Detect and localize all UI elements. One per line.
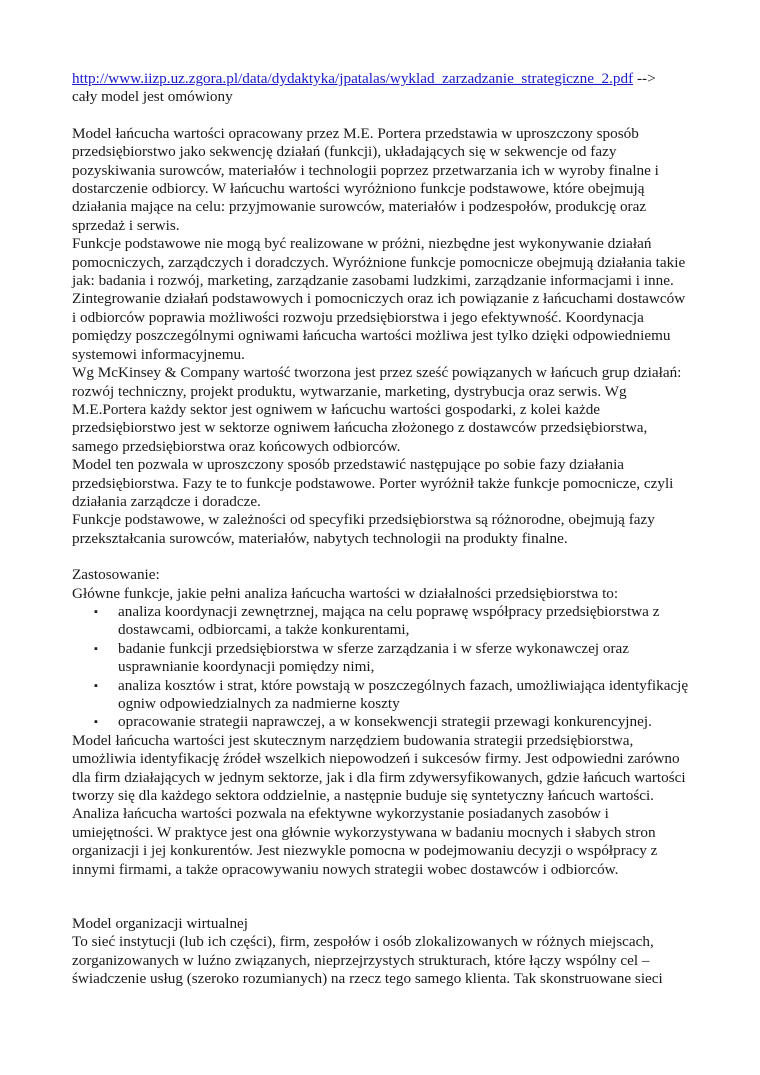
- application-bullet-list: [72, 603, 692, 732]
- virtual-paragraph: To sieć instytucji (lub ich części), firm, zespołów i osób zlokalizowanych w różnych miejscach, zorganizowanych w luźno związanych, nieprzejrzystych strukturach, które łączy wspólny cel –świadczenie usług (szeroko rozumianych) na rzecz tego samego klienta. Tak skonstruowane sieci: [72, 933, 663, 988]
- source-link[interactable]: http://www.iizp.uz.zgora.pl/data/dydaktyka/jpatalas/wyklad_zarzadzanie_strategiczne_2.pdf: [72, 70, 634, 87]
- application-paragraph-2: Analiza łańcucha wartości pozwala na efektywne wykorzystanie posiadanych zasobów i umiejętności. W praktyce jest ona głównie wykorzystywana w badaniu mocnych i słabych stron organizacji i jej konkurentów. Jest niezwykle pomocna w podejmowaniu decyzji o współpracy z innymi firmami, a także opracowywaniu nowych strategii wobec dostawców i odbiorców.: [72, 805, 658, 878]
- source-arrow: -->: [633, 70, 656, 87]
- list-item: ▪ analiza kosztów i strat, które powstają w poszczególnych fazach, umożliwiająca identyfikację ogniw odpowiedzialnych za nadmierne koszty: [72, 677, 692, 714]
- virtual-heading: Model organizacji wirtualnej: [72, 915, 249, 933]
- list-item: ▪ badanie funkcji przedsiębiorstwa w sferze zarządzania i w sferze wykonawczej oraz usprawnianie koordynacji pomiędzy nimi,: [72, 640, 692, 677]
- intro-paragraph-1: Model łańcucha wartości opracowany przez M.E. Portera przedstawia w uproszczony sposób przedsiębiorstwo jako sekwencję działań (funkcji), układających się w sekwencje od fazy pozyskiwania surowców, materiałów i technologii poprzez przetwarzania ich w wyroby finalne i dostarczenie odbiorcy. W łańcuchu wartości wyróżniono funkcje podstawowe, które obejmują działania mające na celu: przyjmowanie surowców, materiałów i podzespołów, produkcję oraz sprzedaż i serwis.: [72, 124, 659, 234]
- list-item: ▪ opracowanie strategii naprawczej, a w konsekwencji strategii przewagi konkurencyjnej.: [72, 713, 692, 731]
- list-item: ▪ analiza koordynacji zewnętrznej, mająca na celu poprawę współpracy przedsiębiorstwa z dostawcami, odbiorcami, a także konkurentami,: [72, 603, 692, 640]
- intro-paragraph-4: Model ten pozwala w uproszczony sposób przedstawić następujące po sobie fazy działania przedsiębiorstwa. Fazy te to funkcje podstawowe. Porter wyróżnił także funkcje pomocnicze, czyli działania zarządcze i doradcze.: [72, 456, 674, 510]
- intro-paragraph-3: Wg McKinsey & Company wartość tworzona jest przez sześć powiązanych w łańcuch grup działań: rozwój techniczny, projekt produktu, wytwarzanie, marketing, dystrybucja oraz serwis. Wg M.E.Portera każdy sektor jest ogniwem w łańcuchu wartości gospodarki, z kolei każde przedsiębiorstwo jest w sektorze ogniwem łańcucha złożonego z dostawców przedsiębiorstwa, samego przedsiębiorstwa oraz końcowych odbiorców.: [72, 364, 682, 455]
- application-lead: Główne funkcje, jakie pełni analiza łańcucha wartości w działalności przedsiębiorstwa to:: [72, 584, 619, 602]
- source-line: [72, 70, 692, 107]
- application-heading: Zastosowanie:: [72, 566, 160, 584]
- application-paragraph-1: Model łańcucha wartości jest skutecznym narzędziem budowania strategii przedsiębiorstwa, umożliwia identyfikację źródeł wszelkich niepowodzeń i sukcesów firmy. Jest odpowiedni zarówno dla firm działających w jednym sektorze, jak i dla firm zdywersyfikowanych, gdzie łańcuch wartości tworzy się dla każdego sektora oddzielnie, a następnie buduje się syntetyczny łańcuch wartości.: [72, 731, 686, 805]
- source-note: cały model jest omówiony: [72, 88, 233, 106]
- intro-paragraph-5: Funkcje podstawowe, w zależności od specyfiki przedsiębiorstwa są różnorodne, obejmują fazy przekształcania surowców, materiałów, nabytych technologii na produkty finalne.: [72, 511, 655, 547]
- document-page: [72, 70, 692, 989]
- intro-paragraph-2: Funkcje podstawowe nie mogą być realizowane w próżni, niezbędne jest wykonywanie działań pomocniczych, zarządczych i doradczych. Wyróżnione funkcje pomocnicze obejmują działania takie jak: badania i rozwój, marketing, zarządzanie zasobami ludzkimi, zarządzanie informacjami i inne. Zintegrowanie działań podstawowych i pomocniczych oraz ich powiązanie z łańcuchami dostawców i odbiorców poprawia możliwości rozwoju przedsiębiorstwa i jego efektywność. Koordynacja pomiędzy poszczególnymi ogniwami łańcucha wartości możliwa jest tylko dzięki odpowiedniemu systemowi informacyjnemu.: [72, 235, 686, 363]
